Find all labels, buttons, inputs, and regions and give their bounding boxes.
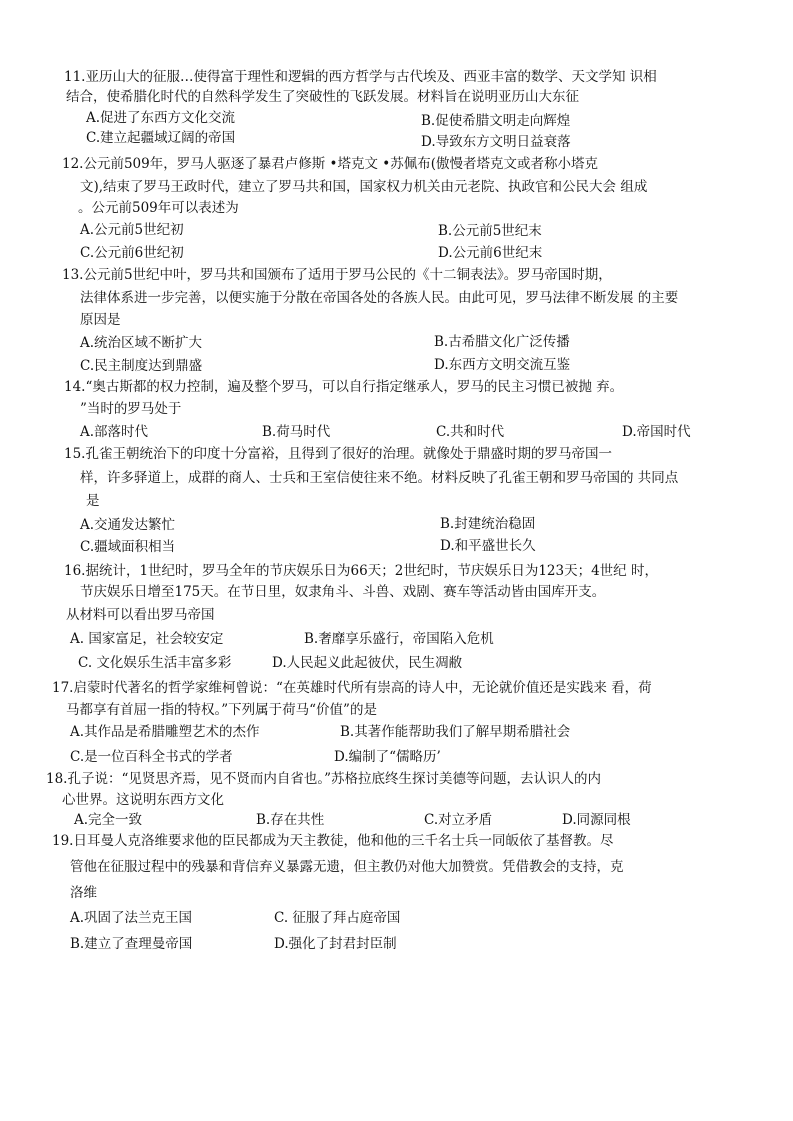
q12-option-c: C.公元前6世纪初 bbox=[80, 245, 184, 261]
q16-line-3: 从材料可以看出罗马帝国 bbox=[66, 607, 215, 623]
q17-option-d: D.编制了“儒略历’ bbox=[334, 749, 441, 765]
q11-line-1: 11.亚历山大的征服…使得富于理性和逻辑的西方哲学与古代埃及、西亚丰富的数学、天文学知 识相 bbox=[64, 69, 657, 85]
q19-option-b: B.建立了查理曼帝国 bbox=[70, 936, 193, 952]
q18-line-2: 心世界。这说明东西方文化 bbox=[62, 792, 224, 808]
q16-option-b: B.奢靡享乐盛行，帝国陷入危机 bbox=[304, 631, 494, 647]
q19-line-1: 19.日耳曼人克洛维要求他的臣民都成为天主教徒，他和他的三千名士兵一同皈依了基督教。尽 bbox=[52, 833, 614, 849]
q19-line-3: 洛维 bbox=[70, 885, 97, 901]
q13-line-3: 原因是 bbox=[80, 312, 121, 328]
q15-line-1: 15.孔雀王朝统治下的印度十分富裕，且得到了很好的治理。就像处于鼎盛时期的罗马帝国一 bbox=[64, 446, 612, 462]
q16-option-d: D.人民起义此起彼伏，民生凋敝 bbox=[272, 655, 463, 671]
q18-line-1: 18.孔子说：“见贤思齐焉，见不贤而内自省也。”苏格拉底终生探讨美德等问题，去认识人的内 bbox=[46, 771, 602, 787]
q11-option-c: C.建立起疆域辽阔的帝国 bbox=[86, 130, 236, 146]
q12-option-a: A.公元前5世纪初 bbox=[80, 222, 184, 238]
q12-option-b: B.公元前5世纪末 bbox=[438, 223, 542, 239]
q16-line-2: 节庆娱乐日增至175天。在节日里，奴隶角斗、斗兽、戏剧、赛车等活动皆由国库开支。 bbox=[80, 584, 606, 600]
q12-line-2: 文),结束了罗马王政时代，建立了罗马共和国，国家权力机关由元老院、执政官和公民大会 组成 bbox=[80, 179, 648, 195]
q18-option-a: A.完全一致 bbox=[74, 812, 143, 828]
q15-option-a: A.交通发达繁忙 bbox=[80, 517, 176, 533]
q13-option-d: D.东西方文明交流互鉴 bbox=[434, 357, 571, 373]
q13-option-a: A.统治区域不断扩大 bbox=[80, 335, 203, 351]
q13-line-1: 13.公元前5世纪中叶，罗马共和国颁布了适用于罗马公民的《十二铜表法》。罗马帝国时期， bbox=[62, 267, 612, 283]
q17-option-c: C.是一位百科全书式的学者 bbox=[70, 749, 233, 765]
q16-line-1: 16.据统计，1世纪时，罗马全年的节庆娱乐日为66天；2世纪时，节庆娱乐日为123天；4世纪 时， bbox=[64, 563, 658, 579]
q13-option-c: C.民主制度达到鼎盛 bbox=[80, 358, 203, 374]
q17-option-a: A.其作品是希腊雕塑艺术的杰作 bbox=[70, 724, 260, 740]
q18-option-d: D.同源同根 bbox=[562, 812, 631, 828]
q14-option-d: D.帝国时代 bbox=[622, 424, 691, 440]
q19-line-2: 管他在征服过程中的残暴和背信弃义暴露无遗，但主教仍对他大加赞赏。凭借教会的支持，克 bbox=[70, 859, 624, 875]
q18-option-b: B.存在共性 bbox=[256, 812, 325, 828]
q12-option-d: D.公元前6世纪末 bbox=[438, 245, 543, 261]
q11-option-b: B.促使希腊文明走向辉煌 bbox=[421, 113, 571, 129]
q11-option-d: D.导致东方文明日益衰落 bbox=[421, 134, 571, 150]
q15-line-2: 样，许多驿道上，成群的商人、士兵和王室信使往来不绝。材料反映了孔雀王朝和罗马帝国的 共同点 bbox=[80, 470, 679, 486]
q19-option-a: A.巩固了法兰克王国 bbox=[70, 910, 193, 926]
q13-option-b: B.古希腊文化广泛传播 bbox=[434, 334, 570, 350]
q17-line-1: 17.启蒙时代著名的哲学家维柯曾说：“在英雄时代所有崇高的诗人中，无论就价值还是实践来 看，荷 bbox=[52, 680, 652, 696]
q19-option-d: D.强化了封君封臣制 bbox=[274, 936, 397, 952]
q14-line-2: ”当时的罗马处于 bbox=[80, 401, 182, 417]
q15-line-3: 是 bbox=[86, 493, 100, 509]
q12-line-3: 。公元前509年可以表述为 bbox=[78, 200, 239, 216]
q14-option-b: B.荷马时代 bbox=[262, 424, 331, 440]
q17-option-b: B.其著作能帮助我们了解早期希腊社会 bbox=[340, 724, 571, 740]
q13-line-2: 法律体系进一步完善，以便实施于分散在帝国各处的各族人民。由此可见，罗马法律不断发展 的主要 bbox=[80, 290, 679, 306]
q14-option-c: C.共和时代 bbox=[436, 424, 505, 440]
q15-option-d: D.和平盛世长久 bbox=[440, 538, 536, 554]
q11-option-a: A.促进了东西方文化交流 bbox=[86, 110, 236, 126]
q14-line-1: 14.“奥古斯都的权力控制，遍及整个罗马，可以自行指定继承人，罗马的民主习惯已被抛 弃。 bbox=[64, 379, 624, 395]
q16-option-c: C. 文化娱乐生活丰富多彩 bbox=[78, 655, 232, 671]
q19-option-c: C. 征服了拜占庭帝国 bbox=[274, 910, 401, 926]
q17-line-2: 马都享有首屈一指的特权。”下列属于荷马“价值”的是 bbox=[66, 702, 377, 718]
q18-option-c: C.对立矛盾 bbox=[424, 812, 493, 828]
q11-line-2: 结合，使希腊化时代的自然科学发生了突破性的飞跃发展。材料旨在说明亚历山大东征 bbox=[66, 89, 579, 105]
q12-line-1: 12.公元前509年，罗马人驱逐了暴君卢修斯 •塔克文 •苏佩布(傲慢者塔克文或者称小塔克 bbox=[62, 156, 599, 172]
q14-option-a: A.部落时代 bbox=[80, 424, 149, 440]
q15-option-c: C.疆域面积相当 bbox=[80, 539, 176, 555]
q15-option-b: B.封建统治稳固 bbox=[440, 516, 536, 532]
q16-option-a: A. 国家富足，社会较安定 bbox=[70, 631, 224, 647]
